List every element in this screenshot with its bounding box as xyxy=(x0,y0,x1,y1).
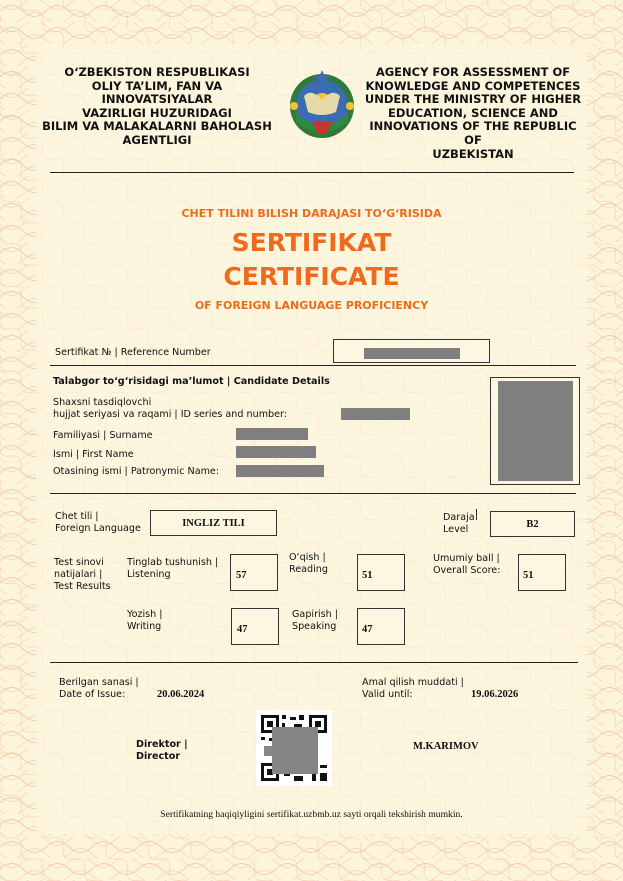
speaking-label-2: Speaking xyxy=(292,621,337,632)
reading-score: 51 xyxy=(362,570,373,581)
director-name: M.KARIMOV xyxy=(413,741,479,752)
qr-code xyxy=(256,710,332,786)
results-label-2: natijalari | xyxy=(54,569,103,580)
reference-number-field xyxy=(333,339,490,363)
agency-en-line: AGENCY FOR ASSESSMENT OF xyxy=(375,65,571,79)
language-label-2: Foreign Language xyxy=(55,523,141,534)
writing-label-2: Writing xyxy=(127,621,162,632)
reading-label-1: O‘qish | xyxy=(289,552,326,563)
redacted-id-number xyxy=(341,408,410,420)
overall-score-box xyxy=(518,554,566,591)
language-label-1: Chet tili | xyxy=(55,511,99,522)
redacted-photo xyxy=(498,381,573,481)
agency-uz-line: AGENTLIGI xyxy=(122,132,192,147)
language-value: INGLIZ TILI xyxy=(182,518,245,529)
agency-uz-line: BILIM VA MALAKALARNI BAHOLASH xyxy=(42,119,272,134)
overall-label-2: Overall Score: xyxy=(433,565,501,576)
patronymic-label: Otasining ismi | Patronymic Name: xyxy=(53,466,220,477)
agency-name-en xyxy=(360,66,586,161)
title-pre: CHET TILINI BILISH DARAJASI TO‘G‘RISIDA xyxy=(181,207,442,220)
issue-date-label-1: Berilgan sanasi | xyxy=(59,677,139,688)
speaking-score-box xyxy=(357,608,405,645)
writing-score-box xyxy=(231,608,279,645)
surname-label: Familiyasi | Surname xyxy=(53,430,153,441)
agency-en-line: UZBEKISTAN xyxy=(432,146,514,161)
writing-label-1: Yozish | xyxy=(127,609,163,620)
agency-uz-line: OLIY TA’LIM, FAN VA INNOVATSIYALAR xyxy=(91,78,223,107)
results-divider xyxy=(50,662,578,663)
reference-divider xyxy=(50,365,576,366)
redacted-first-name xyxy=(236,446,316,458)
director-label-2: Director xyxy=(136,751,181,762)
issue-date-value: 20.06.2024 xyxy=(157,689,205,700)
overall-label-1: Umumiy ball | xyxy=(433,553,500,564)
listening-label-1: Tinglab tushunish | xyxy=(127,557,219,568)
level-value: B2 xyxy=(526,519,539,530)
agency-en-line: EDUCATION, SCIENCE AND xyxy=(388,105,558,120)
valid-until-label-2: Valid until: xyxy=(362,689,413,700)
level-field xyxy=(490,511,575,537)
state-emblem-icon xyxy=(286,66,358,142)
first-name-label: Ismi | First Name xyxy=(53,449,134,460)
writing-score: 47 xyxy=(237,624,248,635)
title-sertifikat: SERTIFIKAT xyxy=(231,228,392,257)
valid-until-label-1: Amal qilish muddati | xyxy=(362,677,464,688)
language-field xyxy=(150,510,277,536)
agency-en-line: INNOVATIONS OF THE REPUBLIC OF xyxy=(369,119,577,147)
speaking-score: 47 xyxy=(362,624,373,635)
agency-uz-line: VAZIRLIGI HUZURIDAGI xyxy=(82,105,232,120)
qr-code-icon xyxy=(256,710,332,786)
valid-until-value: 19.06.2026 xyxy=(471,689,519,700)
results-label-3: Test Results xyxy=(54,581,111,592)
title-certificate: CERTIFICATE xyxy=(223,262,400,291)
agency-name-uz xyxy=(42,66,272,148)
candidate-photo-frame xyxy=(490,377,580,485)
listening-label-2: Listening xyxy=(127,569,171,580)
speaking-label-1: Gapirish | xyxy=(292,609,339,620)
header-divider xyxy=(50,172,574,173)
verification-note: Sertifikatning haqiqiyligini sertifikat.uzbmb.uz sayti orqali tekshirish mumkin. xyxy=(160,809,463,820)
redacted-patronymic xyxy=(236,465,324,477)
level-label-2: Level xyxy=(443,524,469,535)
redacted-surname xyxy=(236,428,308,440)
redacted-reference xyxy=(364,348,460,359)
reading-score-box xyxy=(357,554,405,591)
agency-en-line: KNOWLEDGE AND COMPETENCES xyxy=(365,78,581,93)
level-separator xyxy=(476,509,477,520)
overall-score: 51 xyxy=(523,570,534,581)
agency-en-line: UNDER THE MINISTRY OF HIGHER xyxy=(364,92,582,107)
candidate-divider xyxy=(50,493,576,494)
reference-label: Sertifikat № | Reference Number xyxy=(55,347,211,358)
id-label-1: Shaxsni tasdiqlovchi xyxy=(53,397,152,408)
title-sub: OF FOREIGN LANGUAGE PROFICIENCY xyxy=(194,299,429,312)
reading-label-2: Reading xyxy=(289,564,328,575)
id-label-2: hujjat seriyasi va raqami | ID series and number: xyxy=(53,409,288,420)
listening-score: 57 xyxy=(236,570,247,581)
issue-date-label-2: Date of Issue: xyxy=(59,689,126,700)
listening-score-box xyxy=(230,554,278,591)
agency-uz-line: O‘ZBEKISTON RESPUBLIKASI xyxy=(64,65,250,79)
director-label-1: Direktor | xyxy=(136,739,188,750)
level-label-1: Daraja xyxy=(443,512,475,523)
results-label-1: Test sinovi xyxy=(54,557,104,568)
candidate-heading: Talabgor to‘g‘risidagi ma’lumot | Candidate Details xyxy=(53,376,330,387)
